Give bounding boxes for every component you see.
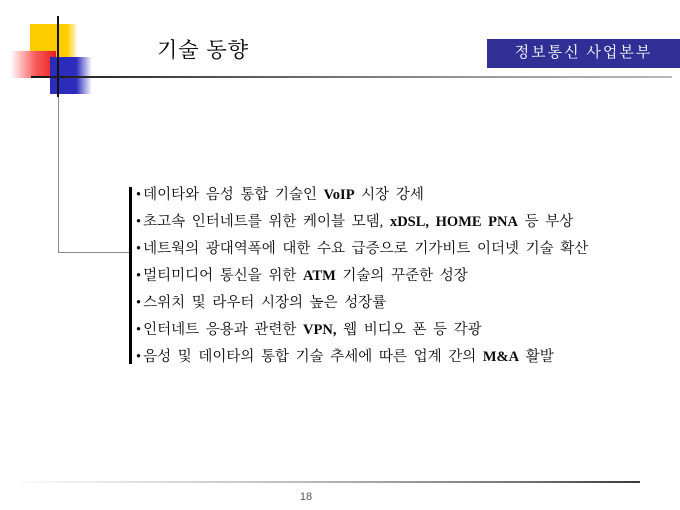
bullet-item: • 데이타와 음성 통합 기술인 VoIP 시장 강세 xyxy=(136,187,424,203)
bullet-item: • 음성 및 데이타의 통합 기술 추세에 따른 업계 간의 M&A 활발 xyxy=(136,349,554,365)
header-divider xyxy=(31,76,672,78)
page-number: 18 xyxy=(299,491,313,503)
slide-title: 기술 동향 xyxy=(157,39,249,62)
bullet-item: • 네트웍의 광대역폭에 대한 수요 급증으로 기가비트 이더넷 기술 확산 xyxy=(136,241,589,257)
bullet-item: • 초고속 인터네트를 위한 케이블 모뎀, xDSL, HOME PNA 등 부상 xyxy=(136,214,574,230)
logo-vertical-line xyxy=(57,16,59,97)
division-badge: 정보통신 사업본부 xyxy=(487,39,680,68)
bullet-item: • 멀티미디어 통신을 위한 ATM 기술의 꾸준한 성장 xyxy=(136,268,468,284)
bullet-item: • 스위치 및 라우터 시장의 높은 성장률 xyxy=(136,295,387,311)
bullet-item: • 인터네트 응용과 관련한 VPN, 웹 비디오 폰 등 각광 xyxy=(136,322,482,338)
bullet-list xyxy=(0,182,670,371)
footer-divider xyxy=(20,481,640,483)
